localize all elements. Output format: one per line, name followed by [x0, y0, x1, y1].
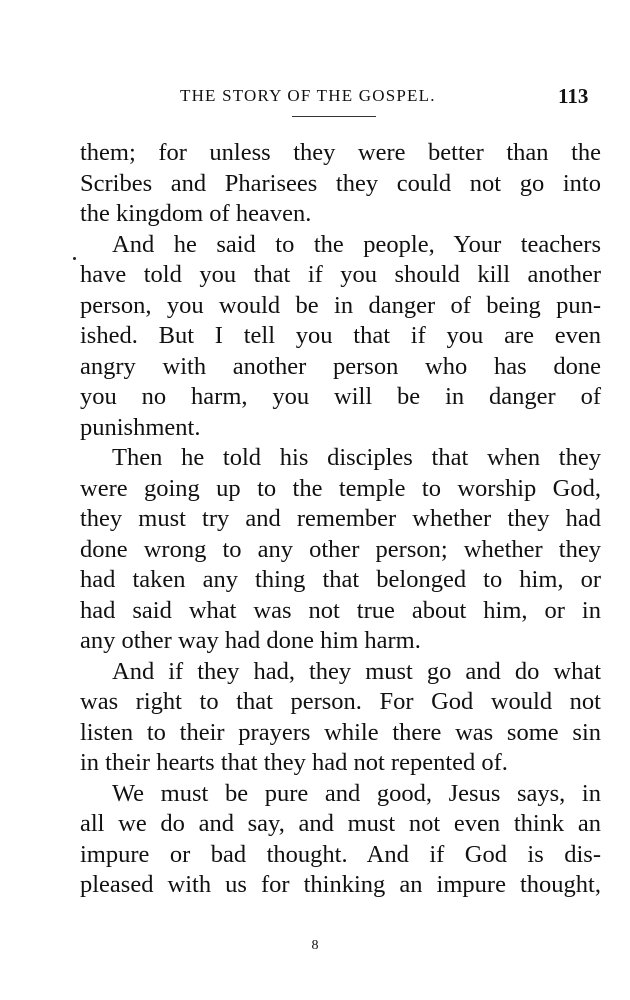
text-line: punishment.	[80, 413, 201, 441]
paragraph-2	[80, 230, 601, 444]
text-line: was right to that person. For God would not	[80, 688, 601, 715]
text-line: they must try and remember whether they had	[80, 505, 601, 532]
text-line: them; for unless they were better than the	[80, 139, 601, 166]
text-line: angry with another person who has done	[80, 352, 601, 380]
text-line: ished. But I tell you that if you are even	[80, 322, 601, 349]
paragraph-4	[80, 657, 601, 779]
text-line: pleased with us for thinking an impure thought,	[80, 871, 601, 898]
text-line: We must be pure and good, Jesus says, in	[112, 779, 601, 807]
body-text	[80, 138, 601, 901]
text-line: Scribes and Pharisees they could not go into	[80, 169, 601, 197]
text-line: were going up to the temple to worship God,	[80, 474, 601, 502]
text-line: done wrong to any other person; whether they	[80, 535, 601, 563]
paragraph-5	[80, 779, 601, 901]
text-line: any other way had done him harm.	[80, 627, 421, 654]
stray-ink-mark	[73, 257, 76, 260]
text-line: have told you that if you should kill another	[80, 261, 601, 288]
signature-mark: 8	[311, 938, 319, 953]
text-line: And if they had, they must go and do what	[112, 657, 601, 685]
header-rule	[292, 116, 376, 117]
page-number: 113	[558, 84, 589, 108]
text-line: had taken any thing that belonged to him, or	[80, 566, 601, 593]
running-title: THE STORY OF THE GOSPEL.	[180, 86, 436, 105]
text-line: listen to their prayers while there was some sin	[80, 718, 601, 746]
text-line: Then he told his disciples that when they	[112, 444, 601, 471]
text-line: person, you would be in danger of being pun-	[80, 291, 601, 319]
text-line: all we do and say, and must not even think an	[80, 810, 601, 837]
text-line: the kingdom of heaven.	[80, 200, 312, 227]
text-line: impure or bad thought. And if God is dis-	[80, 840, 601, 868]
paragraph-3	[80, 443, 601, 657]
text-line: had said what was not true about him, or in	[80, 596, 601, 624]
text-line: And he said to the people, Your teachers	[112, 230, 601, 258]
text-line: in their hearts that they had not repented of.	[80, 749, 508, 776]
paragraph-1	[80, 138, 601, 230]
text-line: you no harm, you will be in danger of	[80, 383, 601, 410]
